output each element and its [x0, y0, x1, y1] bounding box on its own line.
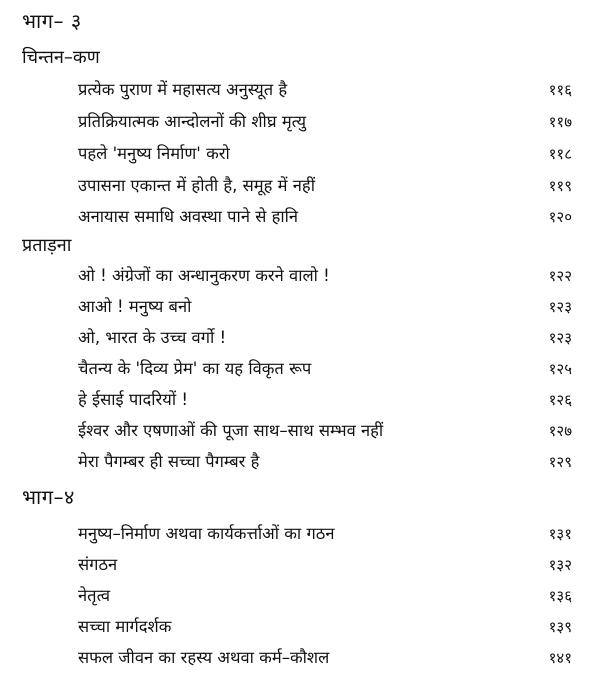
toc-entry [78, 293, 572, 321]
toc-entry-title: प्रतिक्रियात्मक आन्दोलनों की शीघ्र मृत्यु [78, 112, 307, 131]
toc-entry-title: मनुष्य–निर्माण अथवा कार्यकर्त्ताओं का गठन [78, 524, 335, 543]
toc-entry-title: हे ईसाई पादरियों ! [78, 390, 189, 409]
toc-entry-title: मेरा पैगम्बर ही सच्चा पैगम्बर है [78, 452, 260, 471]
toc-entry-title: प्रत्येक पुराण में महासत्य अनुस्यूत है [78, 80, 288, 99]
toc-entry-page: १३१ [548, 525, 572, 543]
toc-entry-page: १२३ [548, 329, 572, 347]
toc-entry [78, 582, 572, 610]
toc-entry-title: सच्चा मार्गदर्शक [78, 617, 172, 636]
toc-entry-title: ओ, भारत के उच्च वर्गो ! [78, 328, 227, 347]
section-heading: प्रताड़ना [22, 235, 72, 256]
toc-entry [78, 613, 572, 641]
part-heading: भाग– ३ [22, 9, 82, 33]
toc-entry [78, 140, 572, 168]
toc-entry-page: १४१ [548, 649, 572, 667]
toc-entry [78, 203, 572, 231]
toc-entry-title: ईश्वर और एषणाओं की पूजा साथ–साथ सम्भव नहीं [78, 421, 384, 440]
section-heading: चिन्तन–कण [22, 47, 100, 68]
toc-entry-page: १२५ [548, 360, 572, 378]
toc-entry-page: ११६ [548, 81, 572, 99]
toc-entry [78, 520, 572, 548]
toc-entry [78, 172, 572, 200]
toc-entry [78, 355, 572, 383]
toc-entry [78, 386, 572, 414]
toc-entry [78, 448, 572, 476]
toc-entry-page: १३६ [548, 587, 572, 605]
toc-entry-page: १२० [548, 208, 572, 226]
toc-entry-page: १२६ [548, 391, 572, 409]
toc-entry-title: चैतन्य के 'दिव्य प्रेम' का यह विकृत रूप [78, 359, 312, 378]
toc-entry-page: १३९ [548, 618, 572, 636]
toc-entry-page: ११९ [548, 177, 572, 195]
toc-entry-title: संगठन [78, 555, 118, 574]
toc-entry-title: सफल जीवन का रहस्य अथवा कर्म–कौशल [78, 648, 330, 667]
toc-entry-title: ओ ! अंग्रेजों का अन्धानुकरण करने वालो ! [78, 266, 330, 285]
toc-entry [78, 324, 572, 352]
toc-entry [78, 262, 572, 290]
toc-entry-page: ११७ [548, 113, 572, 131]
toc-entry-page: १२२ [548, 267, 572, 285]
toc-entry-page: ११८ [548, 145, 572, 163]
toc-entry-title: उपासना एकान्त में होती है, समूह में नहीं [78, 176, 315, 195]
toc-entry [78, 108, 572, 136]
part-heading: भाग–४ [22, 485, 75, 509]
toc-entry-title: अनायास समाधि अवस्था पाने से हानि [78, 207, 299, 226]
toc-entry-page: १३२ [548, 556, 572, 574]
toc-entry [78, 417, 572, 445]
toc-entry-page: १२७ [548, 422, 572, 440]
toc-entry-title: पहले 'मनुष्य निर्माण' करो [78, 144, 230, 163]
toc-entry [78, 551, 572, 579]
toc-entry-page: १२३ [548, 298, 572, 316]
toc-entry-page: १२९ [548, 453, 572, 471]
toc-entry-title: आओ ! मनुष्य बनो [78, 297, 192, 316]
toc-entry [78, 76, 572, 104]
toc-entry-title: नेतृत्व [78, 586, 111, 605]
toc-entry [78, 644, 572, 672]
